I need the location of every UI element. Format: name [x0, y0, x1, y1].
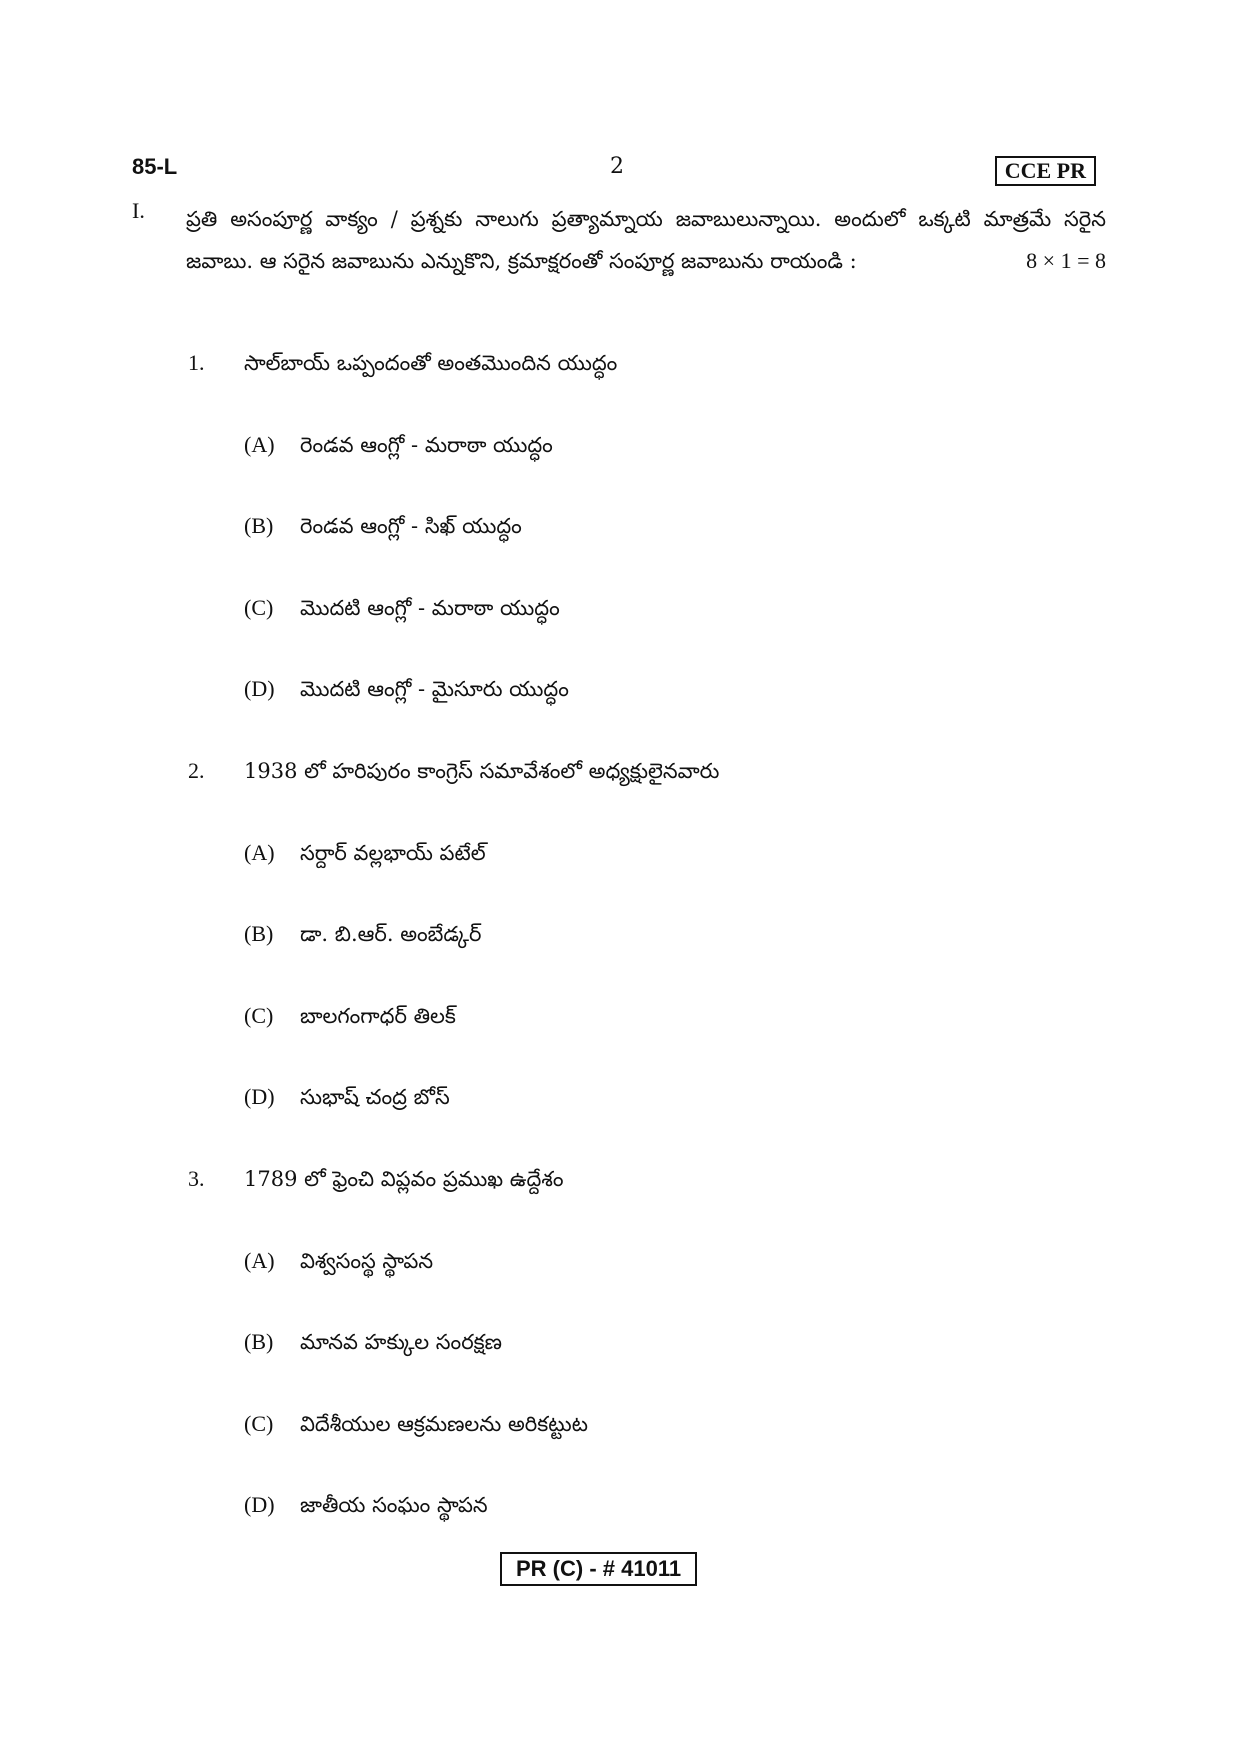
option-text: మొదటి ఆంగ్లో - మైసూరు యుద్ధం: [300, 677, 569, 701]
option-2d: [244, 1084, 450, 1115]
option-label: (D): [244, 1084, 275, 1109]
option-text: బాలగంగాధర్ తిలక్: [300, 1004, 456, 1028]
option-text: రెండవ ఆంగ్లో - మరాఠా యుద్ధం: [300, 433, 553, 457]
option-1b: [244, 513, 522, 544]
question-number: 3.: [188, 1166, 205, 1191]
option-text: విదేశీయుల ఆక్రమణలను అరికట్టుట: [300, 1412, 588, 1436]
question-text: 1938 లో హరిపురం కాంగ్రెస్ సమావేశంలో అధ్యక్షులైనవారు: [244, 759, 720, 783]
section-instructions: [132, 198, 1106, 282]
option-3a: [244, 1248, 433, 1279]
option-label: (B): [244, 921, 274, 946]
board-badge: CCE PR: [995, 156, 1096, 186]
question-number: 2.: [188, 758, 205, 783]
option-2c: [244, 1003, 456, 1034]
option-text: విశ్వసంస్థ స్థాపన: [300, 1249, 434, 1273]
paper-code: 85-L: [132, 154, 178, 179]
option-3b: [244, 1329, 502, 1360]
option-label: (A): [244, 432, 275, 457]
option-label: (C): [244, 1003, 274, 1028]
marks-formula: 8 × 1 = 8: [1026, 248, 1106, 273]
option-text: మానవ హక్కుల సంరక్షణ: [300, 1330, 502, 1354]
option-text: సర్దార్ వల్లభాయ్ పటేల్: [300, 841, 486, 865]
option-label: (B): [244, 513, 274, 538]
page-header: [132, 150, 1096, 190]
option-text: మొదటి ఆంగ్లో - మరాఠా యుద్ధం: [300, 596, 560, 620]
question-1: [188, 350, 617, 381]
option-label: (D): [244, 1492, 275, 1517]
question-2: [188, 758, 719, 789]
option-text: సుభాష్ చంద్ర బోస్: [300, 1085, 450, 1109]
option-1c: [244, 595, 560, 626]
option-text: రెండవ ఆంగ్లో - సిఖ్ యుద్ధం: [300, 514, 522, 538]
option-1a: [244, 432, 553, 463]
question-number: 1.: [188, 350, 205, 375]
section-number: I.: [132, 198, 145, 223]
page-number: 2: [610, 154, 624, 179]
instruction-body: ప్రతి అసంపూర్ణ వాక్యం / ప్రశ్నకు నాలుగు ప్రత్యామ్నాయ జవాబులున్నాయి. అందులో ఒక్కటి మాత్రమే సరైన జవాబు. ఆ సరైన జవాబును ఎన్నుకొని, క్రమాక్షరంతో సంపూర్ణ జవాబును రాయండి :: [186, 207, 1106, 273]
option-label: (C): [244, 1411, 274, 1436]
question-text: సాల్‌బాయ్ ఒప్పందంతో అంతమొందిన యుద్ధం: [244, 351, 618, 375]
option-label: (B): [244, 1329, 274, 1354]
option-2b: [244, 921, 481, 952]
option-label: (D): [244, 676, 275, 701]
question-3: [188, 1166, 564, 1197]
option-3c: [244, 1411, 588, 1442]
option-label: (A): [244, 840, 275, 865]
option-text: జాతీయ సంఘం స్థాపన: [300, 1493, 488, 1517]
option-3d: [244, 1492, 488, 1523]
option-text: డా. బి.ఆర్. అంబేడ్కర్: [300, 922, 482, 946]
footer-code: PR (C) - # 41011: [500, 1552, 697, 1586]
option-label: (C): [244, 595, 274, 620]
option-1d: [244, 676, 569, 707]
option-2a: [244, 840, 486, 871]
instruction-text: [186, 198, 1106, 282]
question-text: 1789 లో ఫ్రెంచి విప్లవం ప్రముఖ ఉద్దేశం: [244, 1167, 564, 1191]
option-label: (A): [244, 1248, 275, 1273]
